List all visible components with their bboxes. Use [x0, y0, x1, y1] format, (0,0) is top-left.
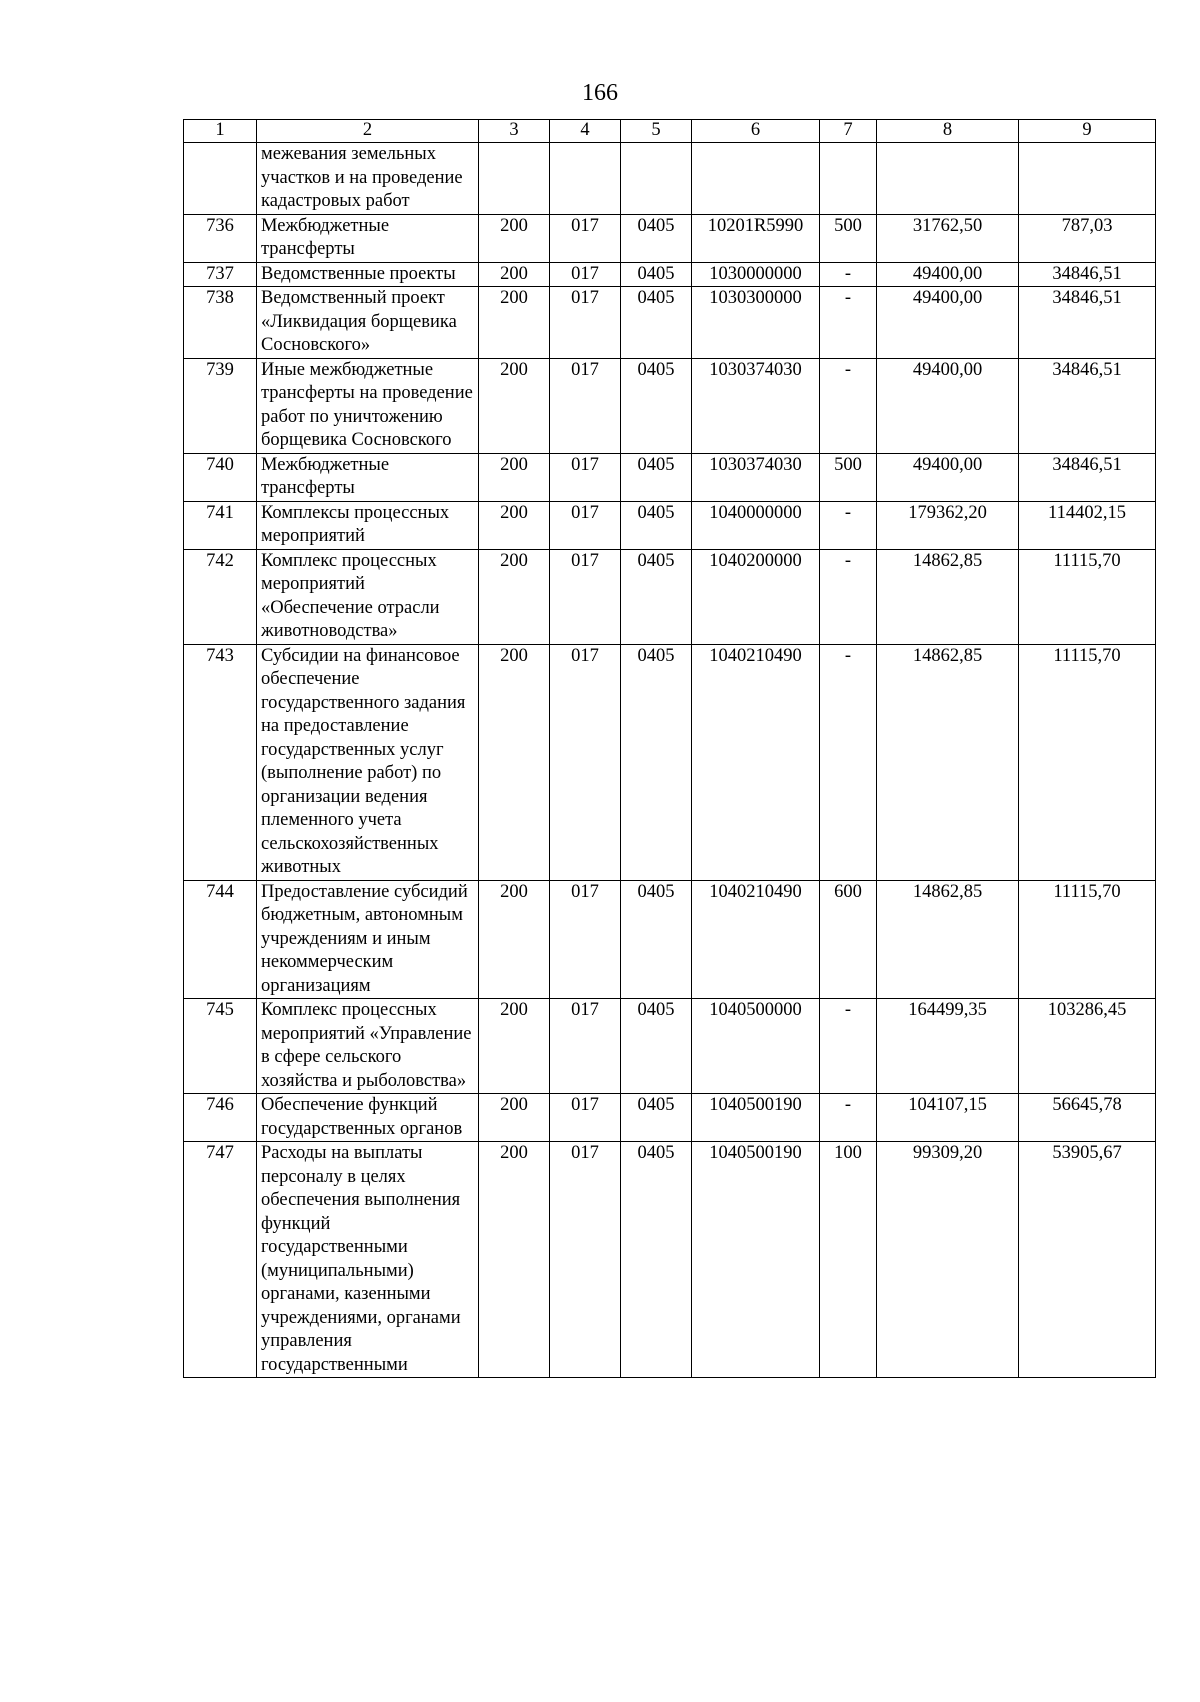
code-cell: 1040500190 — [692, 1142, 820, 1378]
code-cell: 0405 — [621, 1094, 692, 1142]
description-cell: Комплекс процессных мероприятий «Обеспечение отрасли животноводства» — [257, 549, 479, 644]
description-cell: Ведомственный проект «Ликвидация борщевика Сосновского» — [257, 287, 479, 359]
code-cell: 200 — [479, 287, 550, 359]
description-cell: Обеспечение функций государственных органов — [257, 1094, 479, 1142]
amount-cell: 34846,51 — [1019, 262, 1156, 287]
row-number-cell: 739 — [184, 358, 257, 453]
amount-cell: 31762,50 — [877, 214, 1019, 262]
code-cell: 1040000000 — [692, 501, 820, 549]
column-header: 6 — [692, 120, 820, 143]
amount-cell: 14862,85 — [877, 549, 1019, 644]
code-cell: 500 — [820, 453, 877, 501]
amount-cell: 11115,70 — [1019, 880, 1156, 999]
amount-cell: 11115,70 — [1019, 549, 1156, 644]
code-cell: 0405 — [621, 453, 692, 501]
amount-cell: 14862,85 — [877, 880, 1019, 999]
row-number-cell: 743 — [184, 644, 257, 880]
code-cell: - — [820, 549, 877, 644]
table-row — [184, 358, 1156, 453]
code-cell: - — [820, 287, 877, 359]
table-row — [184, 143, 1156, 215]
code-cell — [621, 143, 692, 215]
amount-cell: 53905,67 — [1019, 1142, 1156, 1378]
table-body — [184, 143, 1156, 1378]
code-cell: 200 — [479, 549, 550, 644]
code-cell: 017 — [550, 501, 621, 549]
code-cell: 017 — [550, 880, 621, 999]
code-cell: 017 — [550, 644, 621, 880]
amount-cell: 99309,20 — [877, 1142, 1019, 1378]
amount-cell: 49400,00 — [877, 262, 1019, 287]
table-row — [184, 880, 1156, 999]
code-cell: 200 — [479, 1142, 550, 1378]
code-cell: 1030300000 — [692, 287, 820, 359]
row-number-cell: 737 — [184, 262, 257, 287]
column-header: 7 — [820, 120, 877, 143]
code-cell — [479, 143, 550, 215]
amount-cell: 103286,45 — [1019, 999, 1156, 1094]
budget-table — [183, 119, 1156, 1378]
code-cell: - — [820, 262, 877, 287]
description-cell: Предоставление субсидий бюджетным, автономным учреждениям и иным некоммерческим организациям — [257, 880, 479, 999]
description-cell: Расходы на выплаты персоналу в целях обеспечения выполнения функций государственными (муниципальными) органами, казенными учреждениями, органами управления государственными — [257, 1142, 479, 1378]
row-number-cell: 746 — [184, 1094, 257, 1142]
code-cell: 0405 — [621, 999, 692, 1094]
column-header: 1 — [184, 120, 257, 143]
amount-cell: 34846,51 — [1019, 358, 1156, 453]
code-cell: 1040210490 — [692, 644, 820, 880]
column-header: 8 — [877, 120, 1019, 143]
amount-cell: 11115,70 — [1019, 644, 1156, 880]
code-cell: 500 — [820, 214, 877, 262]
code-cell: 200 — [479, 501, 550, 549]
code-cell: 600 — [820, 880, 877, 999]
amount-cell: 49400,00 — [877, 358, 1019, 453]
code-cell: 200 — [479, 214, 550, 262]
code-cell: 200 — [479, 358, 550, 453]
description-cell: межевания земельных участков и на проведение кадастровых работ — [257, 143, 479, 215]
code-cell: 0405 — [621, 549, 692, 644]
amount-cell: 34846,51 — [1019, 453, 1156, 501]
description-cell: Межбюджетные трансферты — [257, 214, 479, 262]
description-cell: Межбюджетные трансферты — [257, 453, 479, 501]
code-cell: 1040500190 — [692, 1094, 820, 1142]
row-number-cell: 745 — [184, 999, 257, 1094]
table-row — [184, 501, 1156, 549]
table-row — [184, 214, 1156, 262]
code-cell: 0405 — [621, 287, 692, 359]
amount-cell — [1019, 143, 1156, 215]
code-cell: 017 — [550, 999, 621, 1094]
amount-cell: 56645,78 — [1019, 1094, 1156, 1142]
code-cell: 017 — [550, 214, 621, 262]
code-cell: 1030374030 — [692, 453, 820, 501]
code-cell: - — [820, 1094, 877, 1142]
code-cell: 0405 — [621, 214, 692, 262]
code-cell: - — [820, 358, 877, 453]
code-cell: 0405 — [621, 1142, 692, 1378]
table-row — [184, 999, 1156, 1094]
header-row — [184, 120, 1156, 143]
row-number-cell: 740 — [184, 453, 257, 501]
table-row — [184, 644, 1156, 880]
amount-cell — [877, 143, 1019, 215]
row-number-cell: 736 — [184, 214, 257, 262]
code-cell: 200 — [479, 880, 550, 999]
code-cell: 017 — [550, 358, 621, 453]
code-cell — [692, 143, 820, 215]
column-header: 4 — [550, 120, 621, 143]
code-cell: 100 — [820, 1142, 877, 1378]
description-cell: Иные межбюджетные трансферты на проведение работ по уничтожению борщевика Сосновского — [257, 358, 479, 453]
code-cell: 017 — [550, 453, 621, 501]
table-row — [184, 1142, 1156, 1378]
code-cell: 10201R5990 — [692, 214, 820, 262]
code-cell: 200 — [479, 262, 550, 287]
code-cell: 017 — [550, 549, 621, 644]
row-number-cell: 744 — [184, 880, 257, 999]
description-cell: Комплексы процессных мероприятий — [257, 501, 479, 549]
code-cell: 200 — [479, 1094, 550, 1142]
code-cell: 200 — [479, 644, 550, 880]
table-row — [184, 1094, 1156, 1142]
amount-cell: 179362,20 — [877, 501, 1019, 549]
code-cell: 017 — [550, 1142, 621, 1378]
code-cell: 1040500000 — [692, 999, 820, 1094]
column-header: 3 — [479, 120, 550, 143]
description-cell: Субсидии на финансовое обеспечение государственного задания на предоставление государственных услуг (выполнение работ) по организации ведения племенного учета сельскохозяйственных животных — [257, 644, 479, 880]
amount-cell: 164499,35 — [877, 999, 1019, 1094]
amount-cell: 49400,00 — [877, 287, 1019, 359]
code-cell: - — [820, 999, 877, 1094]
code-cell: 200 — [479, 999, 550, 1094]
row-number-cell: 741 — [184, 501, 257, 549]
amount-cell: 114402,15 — [1019, 501, 1156, 549]
amount-cell: 34846,51 — [1019, 287, 1156, 359]
description-cell: Комплекс процессных мероприятий «Управление в сфере сельского хозяйства и рыболовства» — [257, 999, 479, 1094]
row-number-cell: 738 — [184, 287, 257, 359]
column-header: 2 — [257, 120, 479, 143]
code-cell: 0405 — [621, 880, 692, 999]
row-number-cell: 742 — [184, 549, 257, 644]
page-number: 166 — [582, 80, 618, 106]
code-cell: 0405 — [621, 262, 692, 287]
code-cell: 1030000000 — [692, 262, 820, 287]
column-header: 5 — [621, 120, 692, 143]
code-cell: 017 — [550, 1094, 621, 1142]
code-cell: 0405 — [621, 644, 692, 880]
code-cell — [550, 143, 621, 215]
description-cell: Ведомственные проекты — [257, 262, 479, 287]
amount-cell: 104107,15 — [877, 1094, 1019, 1142]
code-cell: - — [820, 501, 877, 549]
code-cell: 200 — [479, 453, 550, 501]
column-header: 9 — [1019, 120, 1156, 143]
table-row — [184, 262, 1156, 287]
code-cell: 1030374030 — [692, 358, 820, 453]
amount-cell: 14862,85 — [877, 644, 1019, 880]
code-cell: 1040200000 — [692, 549, 820, 644]
code-cell — [820, 143, 877, 215]
code-cell: - — [820, 644, 877, 880]
table-row — [184, 453, 1156, 501]
table-row — [184, 549, 1156, 644]
row-number-cell — [184, 143, 257, 215]
code-cell: 0405 — [621, 501, 692, 549]
code-cell: 017 — [550, 262, 621, 287]
table-row — [184, 287, 1156, 359]
amount-cell: 787,03 — [1019, 214, 1156, 262]
amount-cell: 49400,00 — [877, 453, 1019, 501]
row-number-cell: 747 — [184, 1142, 257, 1378]
code-cell: 1040210490 — [692, 880, 820, 999]
code-cell: 0405 — [621, 358, 692, 453]
code-cell: 017 — [550, 287, 621, 359]
